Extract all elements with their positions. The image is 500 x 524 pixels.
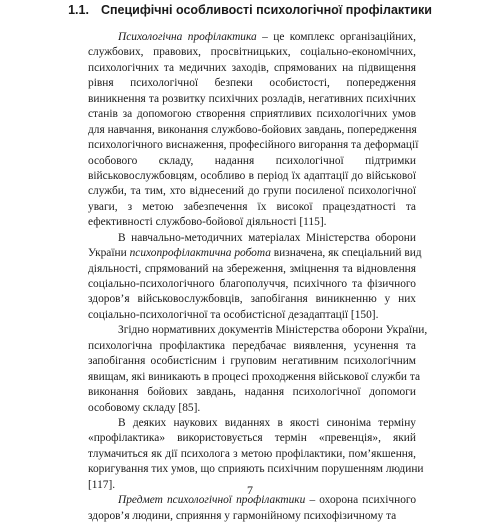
line-text: виконання бойових завдань, надання психологічної допомоги <box>88 386 416 399</box>
text-line <box>88 30 416 45</box>
line-text: військовослужбовцям, особливо в період їх адаптації до військової <box>88 169 416 182</box>
text-line <box>88 354 416 369</box>
text-line <box>88 200 416 215</box>
text-line <box>88 509 416 524</box>
section-heading <box>0 2 500 18</box>
line-text: В деяких наукових виданнях в якості синоніма терміну <box>118 416 416 429</box>
line-text: «профілактика» використовується термін «превенція», який <box>88 432 416 445</box>
text-line <box>88 107 416 122</box>
line-text: – це комплекс організаційних, <box>256 31 416 43</box>
line-text: службових, правових, просвітницьких, соціально-економічних, <box>88 46 416 59</box>
text-line <box>88 123 416 138</box>
text-line <box>88 231 416 246</box>
line-text: служби, та тим, хто віднесений до групи посиленої психологічної <box>88 185 416 198</box>
line-text: запобігання особистісним і груповим негативним психологічним <box>88 355 416 368</box>
text-line <box>88 431 416 446</box>
document-body <box>88 30 428 524</box>
text-line <box>88 308 416 323</box>
text-line <box>88 92 416 107</box>
line-text: визначена, як спеціальний вид <box>270 247 422 260</box>
text-line <box>88 292 416 307</box>
text-line <box>88 215 416 230</box>
line-text: уваги, з метою забезпечення їх високої працездатності та <box>88 200 416 213</box>
section-number: 1.1. <box>68 3 89 17</box>
italic-term: Психологічна профілактика <box>118 31 257 43</box>
paragraph <box>88 416 424 493</box>
text-line <box>88 184 416 199</box>
section-title: Специфічні особливості психологічної профілактики <box>100 3 432 17</box>
text-line <box>88 277 416 292</box>
line-text: психологічних та медичних заходів, спрямованих на підвищення <box>88 61 416 74</box>
line-text: психологічна профілактика передбачає виявлення, усунення та <box>88 339 416 352</box>
text-line <box>88 323 428 338</box>
text-line <box>88 370 421 385</box>
text-line <box>88 45 416 60</box>
text-line <box>88 61 416 76</box>
line-text: виникнення та розвитку психічних розладів, негативних психічних <box>88 92 416 105</box>
text-line <box>88 138 419 153</box>
text-line <box>88 447 416 462</box>
text-line <box>88 339 416 354</box>
text-line <box>88 76 416 91</box>
text-line <box>88 154 416 169</box>
paragraph <box>88 30 419 231</box>
line-text: тлумачиться як дії психолога з метою профілактики, пом’якшення, <box>88 447 416 460</box>
line-text: для навчання, виконання службово-бойових завдань, попередження <box>88 123 417 136</box>
line-text: особовому складу [85]. <box>88 401 201 414</box>
line-text: [117]. <box>88 478 116 491</box>
text-line <box>88 169 416 184</box>
paragraph <box>88 231 422 324</box>
line-text: соціально-психологічної та особистісної дезадаптації [150]. <box>88 308 379 321</box>
line-text: особового складу, надання психологічної підтримки <box>88 154 416 167</box>
line-text: станів за допомогою створення сприятливих психологічних умов <box>88 108 416 121</box>
line-text: соціально-психологічного благополуччя, психічного та фізичного <box>88 278 416 290</box>
line-text: – охорона психічного <box>305 494 417 507</box>
line-text: ефективності службово-бойової діяльності [115]. <box>88 216 327 229</box>
text-line <box>88 385 416 400</box>
line-text: рівня психологічної безпеки особистості, попередження <box>88 77 416 90</box>
text-line <box>88 246 422 261</box>
text-line <box>88 416 416 431</box>
page-number: 7 <box>247 483 253 497</box>
text-line <box>88 462 424 477</box>
line-text: В навчально-методичних матеріалах Міністерства оборони <box>118 231 416 244</box>
text-line <box>88 262 416 277</box>
line-text: Згідно нормативних документів Міністерства оборони України, <box>118 324 428 337</box>
italic-term: Предмет психологічної профілактики <box>118 494 306 507</box>
line-text: психологічного виснаження, професійного вигорання та деформації <box>88 139 419 152</box>
text-line <box>88 401 416 416</box>
line-text: явищам, які виникають в процесі проходження військової служби та <box>88 370 421 383</box>
line-text: коригування тих умов, що сприяють психічним порушенням людини <box>88 463 424 476</box>
italic-term: психопрофілактична робота <box>129 247 271 260</box>
line-text: України <box>88 247 130 260</box>
line-text: діяльності, спрямований на збереження, зміцнення та відновлення <box>88 262 416 275</box>
line-text: здоров’я людини, сприяння у гармонійному психофізичному та <box>88 509 397 522</box>
paragraph <box>88 493 416 524</box>
line-text: здоров’я військовослужбовців, запобігання виникненню у них <box>88 293 416 306</box>
paragraph <box>88 323 428 416</box>
